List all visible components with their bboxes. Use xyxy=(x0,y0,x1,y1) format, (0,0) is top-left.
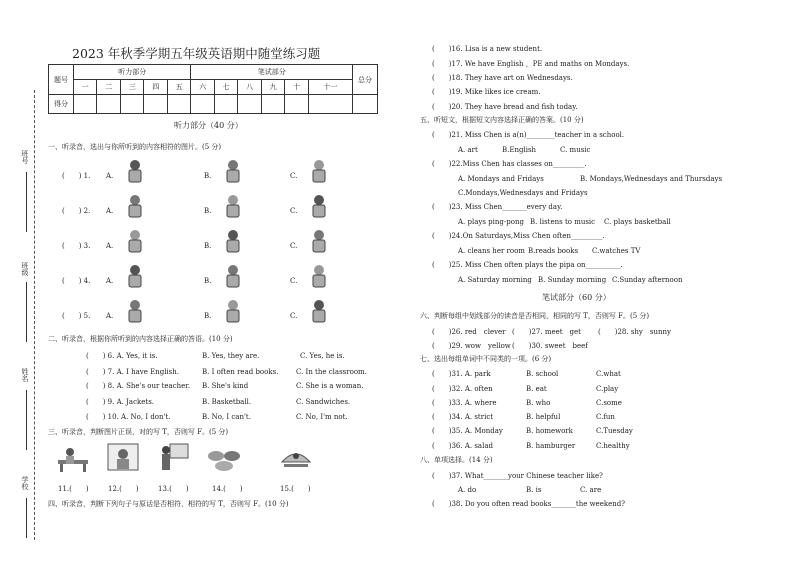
q24: ( )24.On Saturdays,Miss Chen often_________. xyxy=(432,232,605,240)
q25-b: B. Sunday morning xyxy=(538,276,607,284)
sec1-question-number[interactable]: ( ) 4. xyxy=(62,277,91,285)
q7-b: B. I often read books. xyxy=(202,368,279,376)
q25: ( )25. Miss Chen often plays the pipa on__________. xyxy=(432,261,623,269)
sec1-picture-icon xyxy=(218,228,248,254)
binding-line xyxy=(34,90,35,540)
q27: ( )27. meet get xyxy=(512,328,581,336)
side-label-class-no: 班号 xyxy=(21,150,29,164)
col-6: 六 xyxy=(191,80,214,95)
side-label-name: 姓名 xyxy=(21,368,29,382)
picture-11-icon xyxy=(56,442,90,474)
q12[interactable]: 12.( ) xyxy=(108,485,139,493)
col-5: 五 xyxy=(167,80,190,95)
sec4-heading: 四、听录音，判断下列句子与原话是否相符，相符的写 T，否则写 F。(10 分) xyxy=(48,500,289,508)
side-label-school: 学校 xyxy=(21,476,29,490)
q10-c: C. No, I'm not. xyxy=(296,413,348,421)
q14[interactable]: 14.( ) xyxy=(212,485,243,493)
q15[interactable]: 15.( ) xyxy=(280,485,311,493)
score-cell[interactable] xyxy=(167,95,190,114)
sec7-option: C.healthy xyxy=(596,442,630,450)
q10-b: B. No, I can't. xyxy=(202,413,251,421)
sec1-option-label: C. xyxy=(290,242,298,250)
sec8-heading: 八、单项选择。(14 分) xyxy=(420,456,493,464)
q22-c: C.Mondays,Wednesdays and Fridays xyxy=(458,189,588,197)
q23-b: B. listens to music xyxy=(530,218,596,226)
q22: ( )22.Miss Chen has classes on_________. xyxy=(432,160,587,168)
q30: ( )30. sweet beef xyxy=(512,342,588,350)
q11[interactable]: 11.( ) xyxy=(58,485,89,493)
q9-c: C. Sandwiches. xyxy=(296,398,351,406)
writing-part-label: 笔试部分 xyxy=(191,65,353,80)
score-cell[interactable] xyxy=(285,95,308,114)
sec1-question-number[interactable]: ( ) 2. xyxy=(62,207,91,215)
q23-c: C. plays basketball xyxy=(604,218,671,226)
page-title: 2023 年秋季学期五年级英语期中随堂练习题 xyxy=(72,46,321,61)
sec1-option-label: A. xyxy=(106,207,114,215)
sec1-picture-icon xyxy=(120,228,150,254)
q24-b: B.reads books xyxy=(528,247,579,255)
sec1-picture-icon xyxy=(120,158,150,184)
q25-a: A. Saturday morning xyxy=(458,276,532,284)
writing-header: 笔试部分（60 分） xyxy=(542,293,611,302)
q37: ( )37. What_______your Chinese teacher like? xyxy=(432,472,603,480)
side-line xyxy=(26,390,27,450)
q37-a: A. do xyxy=(458,486,477,494)
col-11: 十一 xyxy=(308,80,352,95)
sec2-heading: 二、听录音，根据你所听到的内容选择正确的答语。(10 分) xyxy=(48,335,233,343)
q29: ( )29. wow yellow xyxy=(432,342,511,350)
sec7-question: ( )31. A. park xyxy=(432,370,491,378)
col-1: 一 xyxy=(74,80,97,95)
sec7-question: ( )36. A. salad xyxy=(432,442,493,450)
sec1-option-label: B. xyxy=(204,277,212,285)
q22-b: B. Mondays,Wednesdays and Thursdays xyxy=(580,175,723,183)
sec7-option: C.some xyxy=(596,399,622,407)
col-3: 三 xyxy=(120,80,143,95)
q23: ( )23. Miss Chen_______every day. xyxy=(432,203,563,211)
score-cell[interactable] xyxy=(120,95,143,114)
q21-c: C. music xyxy=(560,146,591,154)
sec7-option: B. hamburger xyxy=(526,442,576,450)
score-cell[interactable] xyxy=(238,95,261,114)
score-cell[interactable] xyxy=(97,95,120,114)
col-4: 四 xyxy=(144,80,167,95)
q25-c: C.Sunday afternoon xyxy=(612,276,683,284)
score-cell[interactable] xyxy=(214,95,237,114)
score-cell[interactable] xyxy=(308,95,352,114)
sec7-option: C.Tuesday xyxy=(596,427,633,435)
q13[interactable]: 13.( ) xyxy=(158,485,189,493)
col-2: 二 xyxy=(97,80,120,95)
sec1-option-label: B. xyxy=(204,312,212,320)
side-line xyxy=(26,282,27,342)
q24-c: C.watches TV xyxy=(592,247,641,255)
q9: ( ) 9. A. Jackets. xyxy=(86,398,155,406)
sec1-question-number[interactable]: ( ) 1. xyxy=(62,172,91,180)
sec1-option-label: A. xyxy=(106,312,114,320)
sec1-option-label: B. xyxy=(204,172,212,180)
q8: ( ) 8. A. She's our teacher. xyxy=(86,382,191,390)
sec1-picture-icon xyxy=(304,263,334,289)
side-line xyxy=(26,498,27,538)
score-cell[interactable] xyxy=(261,95,284,114)
score-table xyxy=(48,64,378,114)
sec1-option-label: A. xyxy=(106,277,114,285)
listening-part-label: 听力部分 xyxy=(74,65,191,80)
sec7-question: ( )35. A. Monday xyxy=(432,427,503,435)
q24-a: A. cleans her room xyxy=(458,247,525,255)
q20: ( )20. They have bread and fish today. xyxy=(432,103,578,111)
sec1-option-label: C. xyxy=(290,277,298,285)
col-7: 七 xyxy=(214,80,237,95)
sec1-option-label: C. xyxy=(290,172,298,180)
sec1-question-number[interactable]: ( ) 5. xyxy=(62,312,91,320)
q17: ( )17. We have English ，PE and maths on Mondays. xyxy=(432,60,630,68)
q37-c: C. are xyxy=(580,486,602,494)
sec1-option-label: A. xyxy=(106,242,114,250)
sec1-picture-icon xyxy=(120,263,150,289)
sec7-question: ( )32. A. often xyxy=(432,385,493,393)
sec1-picture-icon xyxy=(120,193,150,219)
sec5-heading: 五、听短文，根据短文内容选择正确的答案。(10 分) xyxy=(420,116,584,124)
sec1-picture-icon xyxy=(218,298,248,324)
sec7-heading: 七、选出每组单词中不同类的一项。(6 分) xyxy=(420,355,552,363)
q22-a: A. Mondays and Fridays xyxy=(458,175,544,183)
label-title: 题号 xyxy=(49,65,74,95)
listening-header: 听力部分（40 分） xyxy=(174,121,243,130)
picture-15-icon xyxy=(276,442,316,474)
score-cell[interactable] xyxy=(191,95,214,114)
col-8: 八 xyxy=(238,80,261,95)
sec1-option-label: A. xyxy=(106,172,114,180)
sec1-picture-icon xyxy=(304,158,334,184)
sec1-picture-icon xyxy=(218,263,248,289)
side-label-class: 班级 xyxy=(21,262,29,276)
sec7-question: ( )34. A. strict xyxy=(432,413,494,421)
score-cell[interactable] xyxy=(353,95,378,114)
side-line xyxy=(26,172,27,232)
score-label: 得分 xyxy=(49,95,74,114)
sec1-question-number[interactable]: ( ) 3. xyxy=(62,242,91,250)
sec7-option: C.what xyxy=(596,370,621,378)
sec1-picture-icon xyxy=(120,298,150,324)
q16: ( )16. Lisa is a new student. xyxy=(432,45,543,53)
sec1-option-label: B. xyxy=(204,242,212,250)
sec1-picture-icon xyxy=(218,158,248,184)
q38: ( )38. Do you often read books_______the weekend? xyxy=(432,500,625,508)
q6: ( ) 6. A. Yes, it is. xyxy=(86,352,158,360)
sec1-picture-icon xyxy=(304,193,334,219)
sec1-picture-icon xyxy=(304,298,334,324)
q21: ( )21. Miss Chen is a(n)________teacher in a school. xyxy=(432,131,625,139)
q21-b: B.English xyxy=(502,146,537,154)
q19: ( )19. Mike likes ice cream. xyxy=(432,88,541,96)
q8-c: C. She is a woman. xyxy=(296,382,364,390)
sec6-heading: 六、判断每组中划线部分的读音是否相同，相同的写 T，否则写 F。(5 分) xyxy=(420,312,650,320)
col-9: 九 xyxy=(261,80,284,95)
q10: ( ) 10. A. No, I don't. xyxy=(86,413,171,421)
q28: ( )28. shy sunny xyxy=(598,328,671,336)
sec7-option: B. helpful xyxy=(526,413,561,421)
q8-b: B. She's kind xyxy=(202,382,249,390)
sec7-option: C.play xyxy=(596,385,619,393)
q26: ( )26. red clever xyxy=(432,328,506,336)
sec7-option: B. school xyxy=(526,370,559,378)
total-label: 总分 xyxy=(353,65,378,95)
sec1-option-label: C. xyxy=(290,312,298,320)
picture-14-icon xyxy=(206,442,242,474)
sec1-option-label: B. xyxy=(204,207,212,215)
sec1-heading: 一、听录音，选出与你所听到的内容相符的图片。(5 分) xyxy=(48,143,222,151)
sec1-option-label: C. xyxy=(290,207,298,215)
sec7-question: ( )33. A. where xyxy=(432,399,497,407)
sec1-picture-icon xyxy=(304,228,334,254)
picture-12-icon xyxy=(106,442,140,474)
sec7-option: B. who xyxy=(526,399,551,407)
q6-b: B. Yes, they are. xyxy=(202,352,260,360)
sec3-heading: 三、听录音，判断图片正误，对的写 T，否则写 F。(5 分) xyxy=(48,428,229,436)
q6-c: C. Yes, he is. xyxy=(300,352,345,360)
score-cell[interactable] xyxy=(74,95,97,114)
q37-b: B. is xyxy=(526,486,542,494)
sec7-option: C.fun xyxy=(596,413,615,421)
q21-a: A. art xyxy=(458,146,478,154)
q23-a: A. plays ping-pong xyxy=(458,218,524,226)
sec7-option: B. eat xyxy=(526,385,547,393)
sec1-picture-icon xyxy=(218,193,248,219)
col-10: 十 xyxy=(285,80,308,95)
sec7-option: B. homework xyxy=(526,427,573,435)
picture-13-icon xyxy=(156,442,190,474)
q18: ( )18. They have art on Wednesdays. xyxy=(432,74,573,82)
q7-c: C. In the classroom. xyxy=(296,368,367,376)
q9-b: B. Basketball. xyxy=(202,398,252,406)
score-cell[interactable] xyxy=(144,95,167,114)
q7: ( ) 7. A. I have English. xyxy=(86,368,179,376)
